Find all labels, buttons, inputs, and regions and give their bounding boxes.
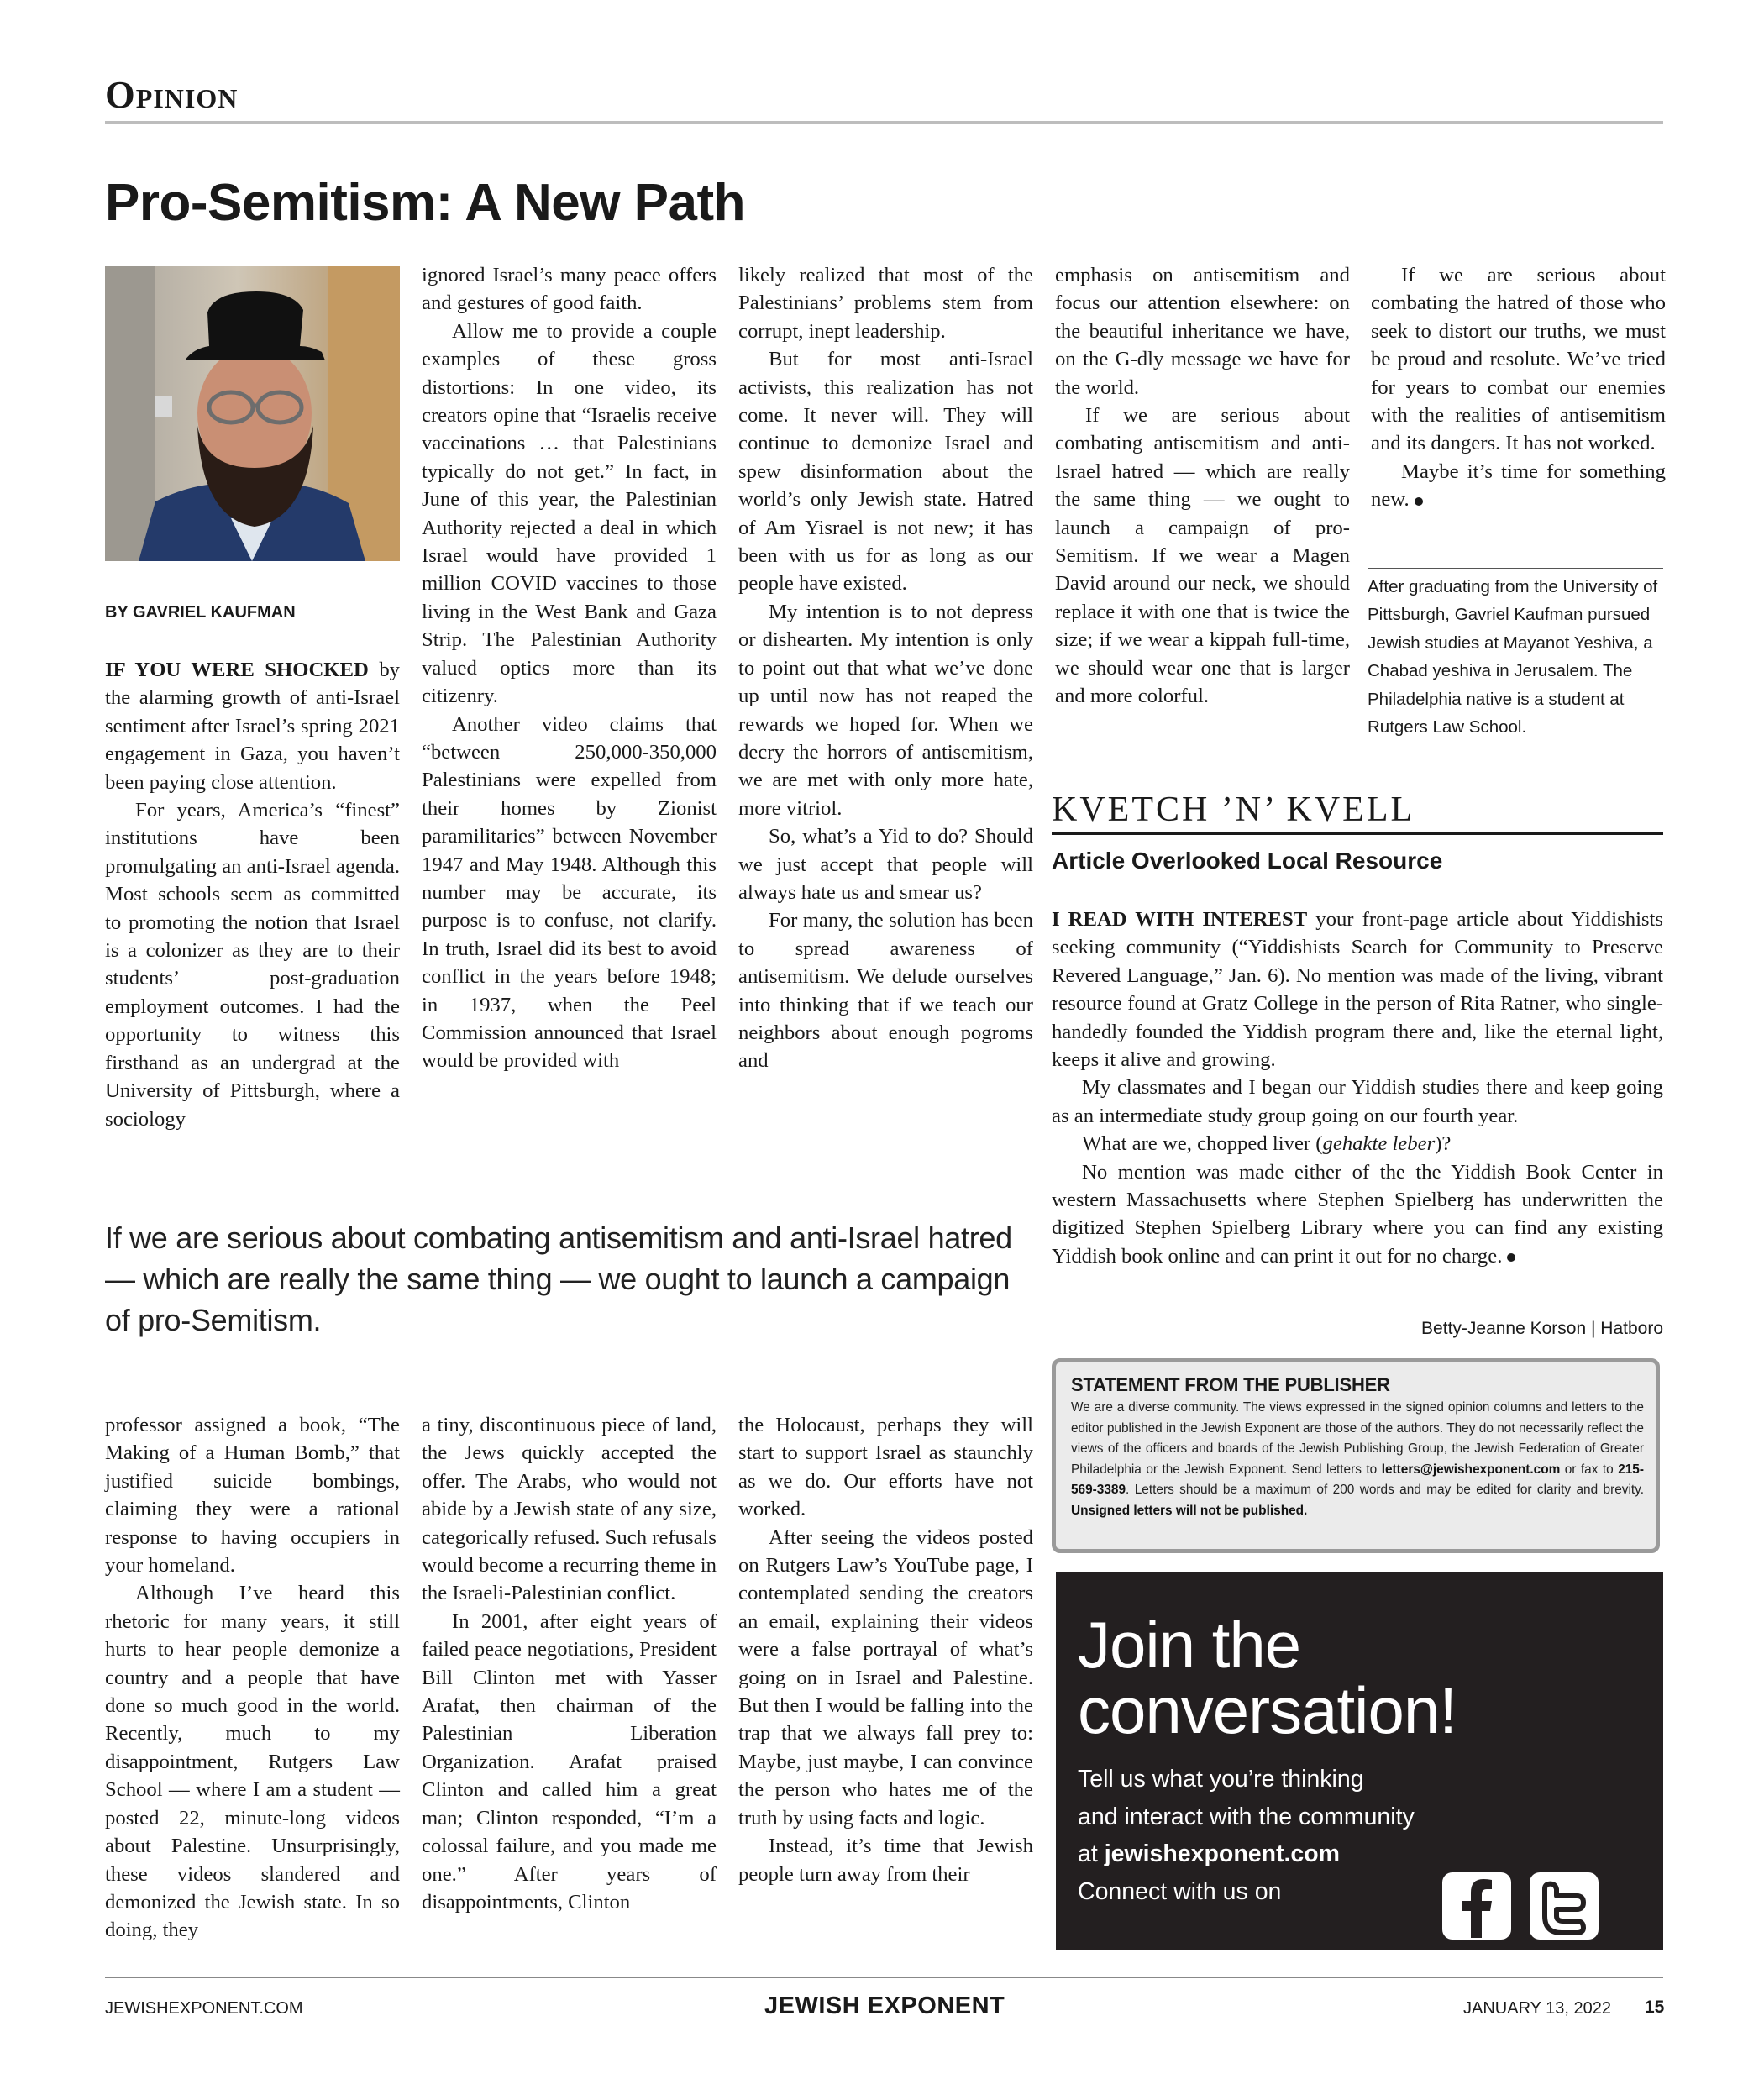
byline: BY GAVRIEL KAUFMAN	[105, 603, 296, 622]
article-paragraph: Although I’ve heard this rhetoric for many years, it still hurts to hear people demonize a country and a people that have done so much good in the world. Recently, much to my disappointment, Rutgers Law School — where I am a student — posted 22, minute-long videos about Palestine. Unsurprisingly, these videos slandered and demonized the Jewish state. In so doing, they	[105, 1582, 400, 1942]
ad-line: Tell us what you’re thinking	[1078, 1766, 1364, 1793]
letter-paragraph: No mention was made either of the the Yiddish Book Center in western Massachusetts where Stephen Spielberg has underwritten the digitized Stephen Spielberg Library where you can find any existing Yiddish book online and can print it out for no charge.	[1052, 1160, 1663, 1268]
kvetch-kvell-title: KVETCH ’N’ KVELL	[1052, 790, 1415, 829]
letter-paragraph: What are we, chopped liver (gehakte leber)?	[1082, 1132, 1452, 1156]
article-column-1-top	[105, 656, 400, 1133]
letter-paragraph: My classmates and I began our Yiddish studies there and keep going as an intermediate study group going on our fourth year.	[1052, 1076, 1663, 1127]
ad-line: Connect with us on	[1078, 1878, 1282, 1905]
article-paragraph: a tiny, discontinuous piece of land, the Jews quickly accepted the offer. The Arabs, who would not abide by a Jewish state of any size, categorically refused. Such refusals would become a recurring theme in the Israeli-Palestinian conflict.	[422, 1414, 717, 1605]
article-paragraph: emphasis on antisemitism and focus our attention elsewhere: on the beautiful inheritance we have, on the G-dly message we have for the world.	[1055, 264, 1350, 399]
article-column-5-top	[1371, 261, 1666, 514]
letter-headline: Article Overlooked Local Resource	[1052, 848, 1443, 874]
join-conversation-ad	[1056, 1572, 1663, 1950]
footer-site: JEWISHEXPONENT.COM	[105, 1999, 303, 2018]
pull-quote: If we are serious about combating antisemitism and anti-Israel hatred — which are really the same thing — we ought to launch a campaign of pro-Semitism.	[105, 1221, 1012, 1337]
article-paragraph: likely realized that most of the Palestinians’ problems stem from corrupt, inept leadership.	[738, 264, 1033, 343]
article-paragraph: Maybe it’s time for something new.	[1371, 459, 1666, 512]
letter-paragraph: I READ WITH INTEREST your front-page article about Yiddishists seeking community (“Yiddishists Search for Community to Preserve Revered Language,” Jan. 6). No mention was made of the living, vibrant resource found at Gratz College in the person of Rita Ratner, who single-handedly founded the Yiddish program there and, like the eternal light, keeps it alive and growing.	[1052, 908, 1664, 1072]
section-label: Opinion	[105, 73, 239, 116]
kvetch-kvell-rule	[1052, 832, 1663, 835]
article-column-3-bottom	[738, 1411, 1033, 1888]
article-paragraph: For many, the solution has been to spread awareness of antisemitism. We delude ourselves into thinking that if we teach our neighbors about enough pogroms and	[738, 909, 1033, 1073]
page-number: 15	[1645, 1998, 1665, 2017]
twitter-icon[interactable]	[1530, 1872, 1599, 1940]
letters-email-link[interactable]: letters@jewishexponent.com	[1381, 1462, 1561, 1477]
article-column-2-top	[422, 261, 717, 1075]
publisher-statement-title: STATEMENT FROM THE PUBLISHER	[1071, 1374, 1390, 1395]
article-paragraph: IF YOU WERE SHOCKED by the alarming growth of anti-Israel sentiment after Israel’s spring 2021 engagement in Gaza, you haven’t been paying close attention.	[105, 659, 400, 794]
fax-number: 215-569-3389	[1071, 1462, 1644, 1497]
article-column-4-top	[1055, 261, 1350, 711]
ad-line: at jewishexponent.com	[1078, 1840, 1340, 1867]
ad-headline: Join the conversation!	[1078, 1608, 1457, 1747]
author-photo	[105, 266, 400, 561]
article-paragraph: So, what’s a Yid to do? Should we just accept that people will always hate us and smear us?	[738, 825, 1033, 904]
footer-date: JANUARY 13, 2022	[1463, 1999, 1612, 2018]
end-mark-icon	[1415, 497, 1423, 506]
article-column-1-bottom	[105, 1411, 400, 1945]
article-paragraph: If we are serious about combating antisemitism and anti-Israel hatred — which are really the same thing — we ought to launch a campaign of pro-Semitism. If we wear a Magen David around our neck, we should replace it with one that is twice the size; if we wear a kippah full-time, we should wear one that is larger and more colorful.	[1055, 404, 1350, 708]
footer-rule	[105, 1977, 1663, 1978]
article-paragraph: the Holocaust, perhaps they will start to support Israel as staunchly as we do. Our efforts have not worked.	[738, 1414, 1033, 1521]
article-paragraph: Instead, it’s time that Jewish people turn away from their	[738, 1835, 1033, 1886]
publisher-statement-box	[1052, 1358, 1660, 1553]
article-paragraph: If we are serious about combating the hatred of those who seek to distort our truths, we must be proud and resolute. We’ve tried for years to combat our enemies with the realities of antisemitism and its dangers. It has not worked.	[1371, 264, 1666, 455]
article-paragraph: For years, America’s “finest” institutions have been promulgating an anti-Israel agenda. Most schools seem as committed to promoting the notion that Israel is a colonizer as they are to their students’ post-graduation employment outcomes. I had the opportunity to witness this firsthand as an undergrad at the University of Pittsburgh, where a sociology	[105, 799, 400, 1131]
article-paragraph: In 2001, after eight years of failed peace negotiations, President Bill Clinton met with Yasser Arafat, then chairman of the Palestinian Liberation Organization. Arafat praised Clinton and called him a great man; Clinton responded, “I’m a colossal failure, and you made me one.” After years of disappointments, Clinton	[422, 1609, 717, 1914]
article-paragraph: My intention is to not depress or dishearten. My intention is only to point out that what we’ve done up until now has not reaped the rewards we hoped for. When we decry the horrors of antisemitism, we are met with only more hate, more vitriol.	[738, 600, 1033, 820]
bio-rule	[1368, 568, 1663, 569]
footer-publication: JEWISH EXPONENT	[764, 1992, 1005, 2019]
letter-body	[1052, 906, 1663, 1270]
article-paragraph: professor assigned a book, “The Making of a Human Bomb,” that justified suicide bombings, claiming they were a rational response to having occupiers in your homeland.	[105, 1414, 400, 1578]
header-rule	[105, 121, 1663, 124]
publisher-statement-text: We are a diverse community. The views expressed in the signed opinion columns and letters to the editor published in the Jewish Exponent are those of the authors. They do not necessarily reflect the views of the officers and boards of the Jewish Publishing Group, the Jewish Federation of Greater Philadelphia or the Jewish Exponent. Send letters to letters@jewishexponent.com or fax to 215-569-3389. Letters should be a maximum of 200 words and may be edited for clarity and brevity. Unsigned letters will not be published.	[1071, 1400, 1644, 1518]
letter-lead-in: I READ WITH INTEREST	[1052, 908, 1308, 931]
article-paragraph: Allow me to provide a couple examples of these gross distortions: In one video, its creators opine that “Israelis receive vaccinations … that Palestinians typically do not get.” In fact, in June of this year, the Palestinian Authority rejected a deal in which Israel would have provided 1 million COVID vaccines to those living in the West Bank and Gaza Strip. The Palestinian Authority valued optics more than its citizenry.	[422, 319, 717, 708]
lead-in: IF YOU WERE SHOCKED	[105, 659, 369, 681]
letter-signature: Betty-Jeanne Korson | Hatboro	[1421, 1319, 1663, 1338]
article-column-3-top	[738, 261, 1033, 1075]
ad-line: and interact with the community	[1078, 1803, 1415, 1830]
article-paragraph: But for most anti-Israel activists, this realization has not come. It never will. They will continue to demonize Israel and spew disinformation about the world’s only Jewish state. Hatred of Am Yisrael is not new; it has been with us for as long as our people have existed.	[738, 348, 1033, 596]
end-mark-icon	[1507, 1253, 1515, 1262]
headline: Pro-Semitism: A New Path	[105, 174, 746, 232]
website-link[interactable]: jewishexponent.com	[1104, 1840, 1340, 1867]
article-column-2-bottom	[422, 1411, 717, 1916]
author-bio: After graduating from the University of Pittsburgh, Gavriel Kaufman pursued Jewish studies at Mayanot Yeshiva, a Chabad yeshiva in Jerusalem. The Philadelphia native is a student at Rutgers Law School.	[1368, 577, 1658, 738]
article-paragraph: Another video claims that “between 250,000-350,000 Palestinians were expelled from their homes by Zionist paramilitaries” between November 1947 and May 1948. Although this number may be accurate, its purpose is to confuse, not clarify. In truth, Israel did its best to avoid conflict in the years before 1948; in 1937, when the Peel Commission announced that Israel would be provided with	[422, 712, 717, 1073]
facebook-icon[interactable]	[1442, 1872, 1511, 1940]
article-paragraph: ignored Israel’s many peace offers and gestures of good faith.	[422, 264, 717, 315]
article-paragraph: After seeing the videos posted on Rutgers Law’s YouTube page, I contemplated sending the creators an email, explaining their videos were a false portrayal of what’s going on in Israel and Palestine. But then I would be falling into the trap that we always fall prey to: Maybe, just maybe, I can convince the person who hates me of the truth by using facts and logic.	[738, 1525, 1033, 1830]
